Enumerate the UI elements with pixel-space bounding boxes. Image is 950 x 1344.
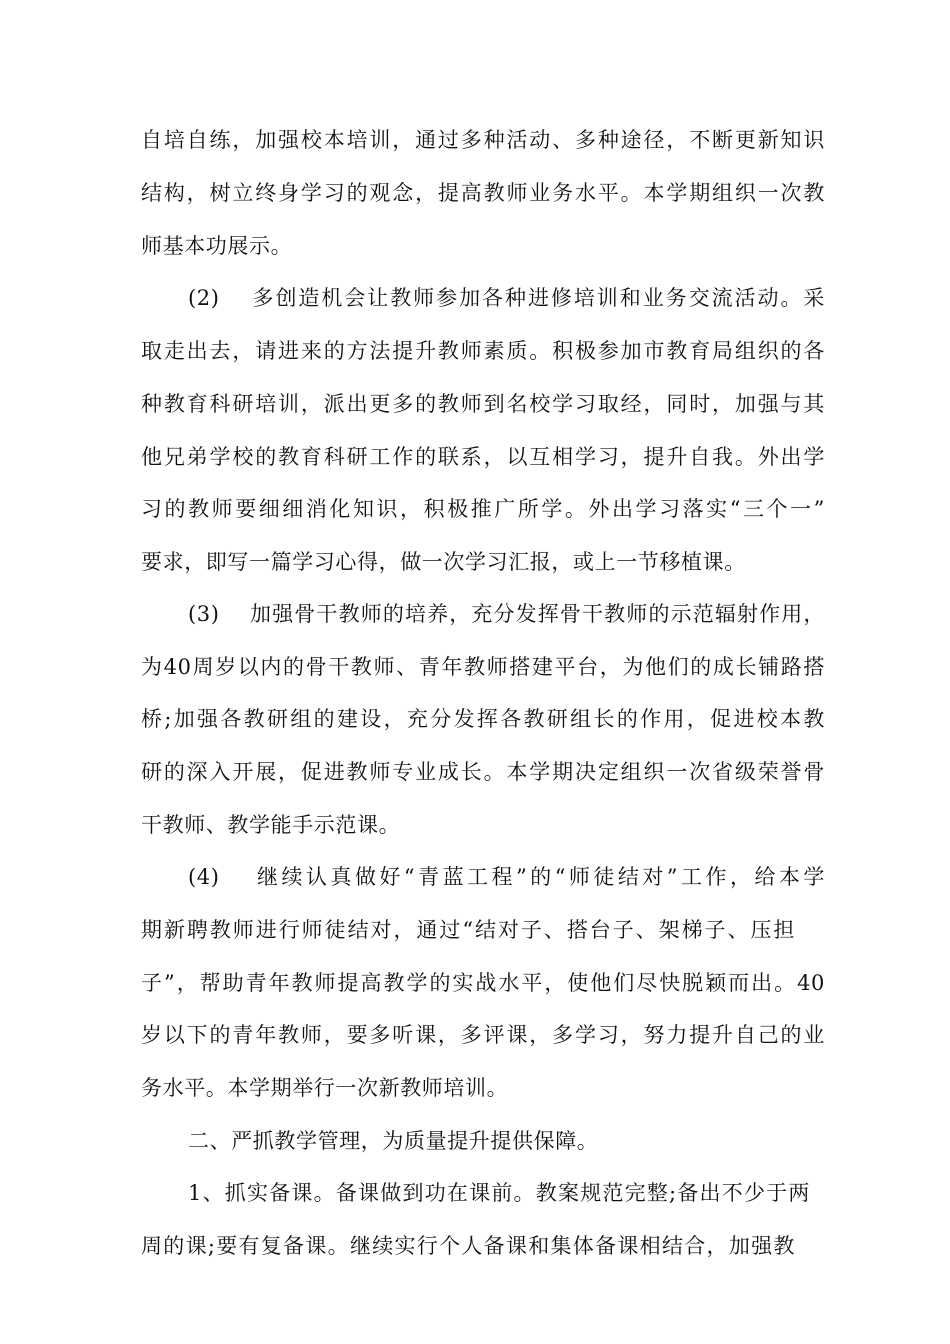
text-line: 研的深入开展，促进教师专业成长。本学期决定组织一次省级荣誉骨 — [141, 760, 825, 784]
text-line: 岁以下的青年教师，要多听课，多评课，多学习，努力提升自己的业 — [141, 1023, 825, 1047]
text-line: 期新聘教师进行师徒结对，通过“结对子、搭台子、架梯子、压担 — [141, 918, 795, 942]
text-line: 务水平。本学期举行一次新教师培训。 — [141, 1076, 509, 1100]
text-line: 桥;加强各教研组的建设，充分发挥各教研组长的作用，促进校本教 — [141, 707, 825, 731]
text-line: 他兄弟学校的教育科研工作的联系，以互相学习，提升自我。外出学 — [141, 445, 825, 469]
text-line: 结构，树立终身学习的观念，提高教师业务水平。本学期组织一次教 — [141, 181, 825, 205]
text-line: 1、抓实备课。备课做到功在课前。教案规范完整;备出不少于两 — [188, 1181, 810, 1205]
text-line: 为40周岁以内的骨干教师、青年教师搭建平台，为他们的成长铺路搭 — [141, 655, 825, 679]
text-line: 种教育科研培训，派出更多的教师到名校学习取经，同时，加强与其 — [141, 392, 825, 416]
text-line: (4) 继续认真做好“青蓝工程”的“师徒结对”工作，给本学 — [188, 865, 825, 889]
text-line: 子”，帮助青年教师提高教学的实战水平，使他们尽快脱颖而出。40 — [141, 971, 825, 995]
text-line: 周的课;要有复备课。继续实行个人备课和集体备课相结合，加强教 — [141, 1234, 795, 1258]
text-line: (2) 多创造机会让教师参加各种进修培训和业务交流活动。采 — [188, 286, 825, 310]
text-line: 师基本功展示。 — [141, 234, 293, 258]
text-line: 习的教师要细细消化知识，积极推广所学。外出学习落实“三个一” — [141, 497, 825, 521]
text-line: 干教师、教学能手示范课。 — [141, 813, 401, 837]
text-line: 自培自练，加强校本培训，通过多种活动、多种途径，不断更新知识 — [141, 128, 825, 152]
section-heading: 二、严抓教学管理，为质量提升提供保障。 — [188, 1129, 599, 1153]
text-line: (3) 加强骨干教师的培养，充分发挥骨干教师的示范辐射作用， — [188, 602, 825, 626]
text-line: 要求，即写一篇学习心得，做一次学习汇报，或上一节移植课。 — [141, 550, 746, 574]
text-line: 取走出去，请进来的方法提升教师素质。积极参加市教育局组织的各 — [141, 339, 825, 363]
